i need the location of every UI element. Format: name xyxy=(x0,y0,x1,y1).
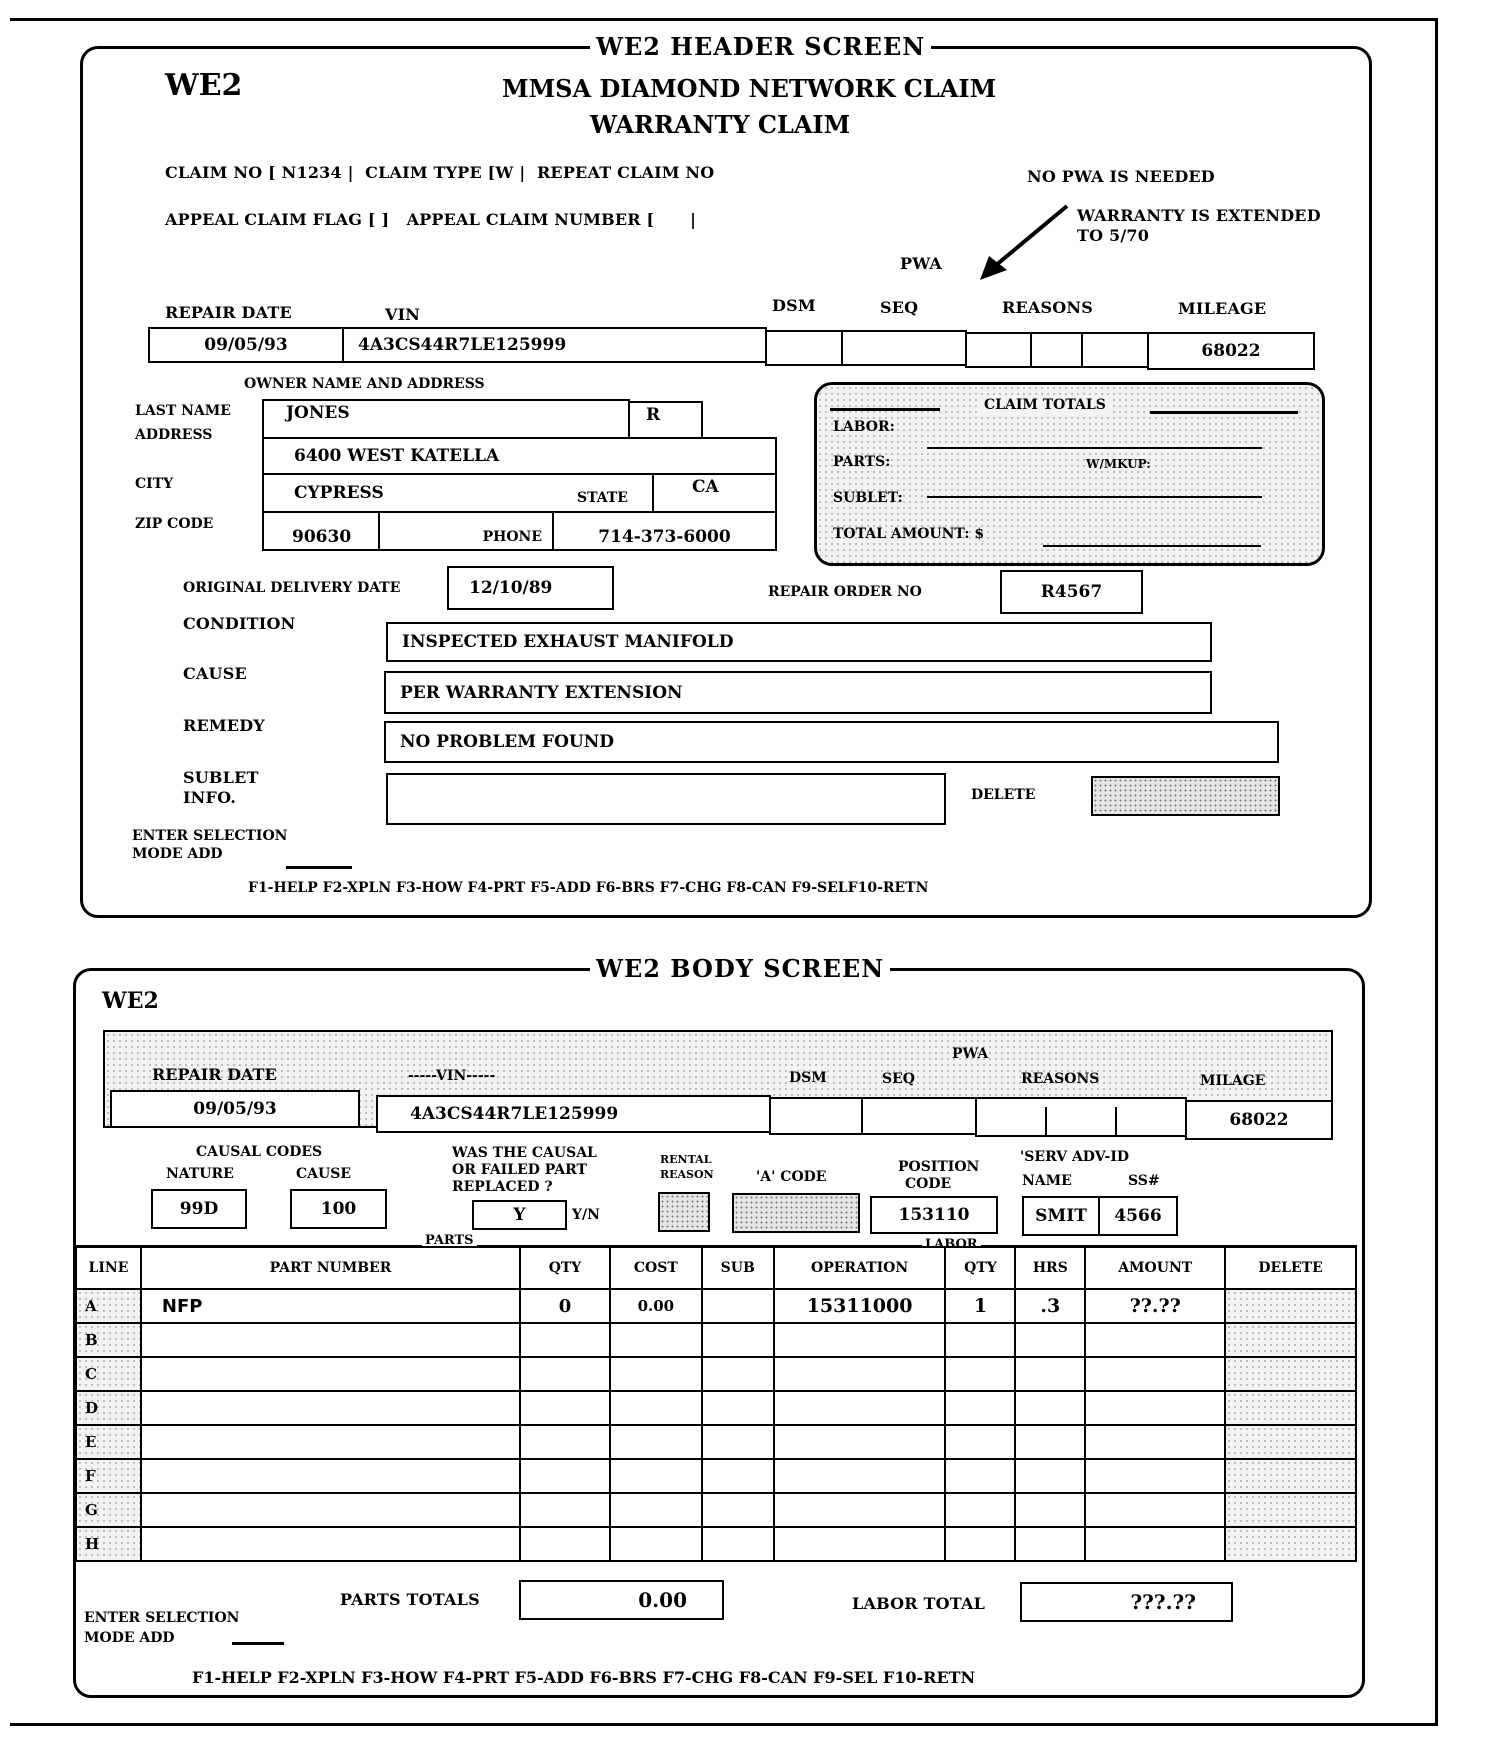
warranty-extended-annotation: WARRANTY IS EXTENDED xyxy=(1077,206,1321,225)
position-code-label-2: CODE xyxy=(905,1176,952,1192)
repair-date-field[interactable]: 09/05/93 xyxy=(148,327,344,363)
amount-cell[interactable]: ??.?? xyxy=(1085,1289,1225,1323)
labor-qty-cell[interactable] xyxy=(945,1425,1015,1459)
part-number-cell[interactable] xyxy=(141,1527,520,1561)
body-reasons-divider-1 xyxy=(1045,1107,1047,1137)
cause-field[interactable]: PER WARRANTY EXTENSION xyxy=(384,671,1212,714)
col-part-number: PART NUMBER xyxy=(141,1247,520,1289)
serv-name-label: NAME xyxy=(1022,1173,1072,1189)
cost-cell[interactable] xyxy=(610,1459,702,1493)
causal-codes-label: CAUSAL CODES xyxy=(196,1144,323,1160)
appeal-flag-label: APPEAL CLAIM FLAG [ xyxy=(165,210,376,229)
amount-cell[interactable] xyxy=(1085,1323,1225,1357)
part-number-cell[interactable]: NFP xyxy=(141,1289,520,1323)
city-value: CYPRESS xyxy=(294,483,384,503)
repair-order-label: REPAIR ORDER NO xyxy=(768,584,922,600)
reasons-field-3[interactable] xyxy=(1081,332,1149,368)
sub-cell[interactable] xyxy=(702,1391,774,1425)
operation-cell[interactable] xyxy=(774,1391,946,1425)
remedy-field[interactable]: NO PROBLEM FOUND xyxy=(384,721,1279,763)
yn-label: Y/N xyxy=(572,1207,600,1223)
mileage-label: MILEAGE xyxy=(1178,299,1267,318)
line-cell: G xyxy=(76,1493,141,1527)
address-value: 6400 WEST KATELLA xyxy=(294,446,500,466)
cost-cell[interactable] xyxy=(610,1493,702,1527)
sub-cell[interactable] xyxy=(702,1357,774,1391)
sub-cell[interactable] xyxy=(702,1459,774,1493)
cost-cell[interactable] xyxy=(610,1425,702,1459)
delete-label: DELETE xyxy=(971,787,1036,803)
part-number-cell[interactable] xyxy=(141,1357,520,1391)
table-row xyxy=(76,1425,1356,1459)
cost-cell[interactable]: 0.00 xyxy=(610,1289,702,1323)
table-header-row xyxy=(76,1247,1356,1289)
hrs-cell[interactable]: .3 xyxy=(1015,1289,1085,1323)
body-screen-legend: WE2 BODY SCREEN xyxy=(590,954,890,983)
total-amount-line[interactable] xyxy=(1043,545,1261,547)
parts-group-label: PARTS xyxy=(422,1233,477,1248)
labor-qty-cell[interactable] xyxy=(945,1357,1015,1391)
replaced-field[interactable]: Y xyxy=(472,1200,567,1230)
sub-cell[interactable] xyxy=(702,1493,774,1527)
body-screen-id: WE2 xyxy=(102,988,159,1014)
body-pwa-label: PWA xyxy=(952,1046,989,1062)
claim-type-field[interactable]: W xyxy=(495,163,514,182)
parts-qty-cell[interactable] xyxy=(520,1493,610,1527)
parts-qty-cell[interactable] xyxy=(520,1459,610,1493)
seq-field[interactable] xyxy=(841,330,967,366)
appeal-row: APPEAL CLAIM FLAG [ ] APPEAL CLAIM NUMBER [ | xyxy=(165,210,697,229)
initial-field[interactable] xyxy=(628,401,703,439)
header-title: MMSA DIAMOND NETWORK CLAIM xyxy=(502,74,997,103)
city-label: CITY xyxy=(135,476,174,492)
col-hrs: HRS xyxy=(1015,1247,1085,1289)
total-amount-label: TOTAL AMOUNT: $ xyxy=(833,526,985,542)
serv-adv-id-label: 'SERV ADV-ID xyxy=(1020,1149,1130,1165)
cost-cell[interactable] xyxy=(610,1323,702,1357)
serv-name-field[interactable]: SMIT xyxy=(1022,1196,1100,1236)
labor-qty-cell[interactable] xyxy=(945,1493,1015,1527)
zip-code-value: 90630 xyxy=(292,527,352,547)
sublet-info-label: SUBLET xyxy=(183,768,259,787)
operation-cell[interactable] xyxy=(774,1425,946,1459)
original-delivery-field[interactable]: 12/10/89 xyxy=(447,566,614,610)
cost-cell[interactable] xyxy=(610,1391,702,1425)
owner-section-label: OWNER NAME AND ADDRESS xyxy=(244,376,485,392)
table-row xyxy=(76,1289,1356,1323)
claim-totals-rule-right xyxy=(1150,411,1298,414)
body-seq-label: SEQ xyxy=(882,1071,915,1087)
nature-field[interactable]: 99D xyxy=(151,1189,247,1229)
table-row xyxy=(76,1459,1356,1493)
hrs-cell[interactable] xyxy=(1015,1391,1085,1425)
causal-cause-field[interactable]: 100 xyxy=(290,1189,387,1229)
cause-label: CAUSE xyxy=(183,664,247,683)
reasons-label: REASONS xyxy=(1002,298,1093,317)
body-dsm-label: DSM xyxy=(789,1070,827,1086)
header-screen-id: WE2 xyxy=(165,68,243,103)
body-vin-label: -----VIN----- xyxy=(408,1068,496,1084)
delete-cell[interactable] xyxy=(1225,1357,1356,1391)
condition-field[interactable]: INSPECTED EXHAUST MANIFOLD xyxy=(386,622,1212,662)
labor-qty-cell[interactable] xyxy=(945,1527,1015,1561)
header-function-keys: F1-HELP F2-XPLN F3-HOW F4-PRT F5-ADD F6-BRS F7-CHG F8-CAN F9-SELF10-RETN xyxy=(248,880,929,896)
table-row xyxy=(76,1323,1356,1357)
serv-ssn-field[interactable]: 4566 xyxy=(1098,1196,1178,1236)
parts-totals-value: 0.00 xyxy=(638,1588,687,1612)
hrs-cell[interactable] xyxy=(1015,1527,1085,1561)
body-selection-input[interactable] xyxy=(232,1642,284,1645)
body-repair-date-field[interactable]: 09/05/93 xyxy=(110,1090,360,1128)
phone-label: PHONE xyxy=(482,529,542,545)
body-mileage-label: MILAGE xyxy=(1200,1073,1266,1089)
line-items-table xyxy=(75,1246,1357,1562)
position-code-label: POSITION xyxy=(898,1159,980,1175)
col-operation: OPERATION xyxy=(774,1247,946,1289)
amount-cell[interactable] xyxy=(1085,1493,1225,1527)
body-mileage-field[interactable]: 68022 xyxy=(1185,1100,1333,1140)
replaced-question-line1: WAS THE CAUSAL xyxy=(452,1145,597,1161)
operation-cell[interactable] xyxy=(774,1493,946,1527)
hrs-cell[interactable] xyxy=(1015,1357,1085,1391)
arrow-icon xyxy=(975,200,1075,285)
line-cell: F xyxy=(76,1459,141,1493)
delete-cell[interactable] xyxy=(1225,1391,1356,1425)
delete-cell[interactable] xyxy=(1225,1323,1356,1357)
last-name-field[interactable] xyxy=(262,399,630,439)
hrs-cell[interactable] xyxy=(1015,1493,1085,1527)
dsm-label: DSM xyxy=(772,296,816,315)
line-cell: A xyxy=(76,1289,141,1323)
body-dsm-field[interactable] xyxy=(769,1097,863,1135)
labor-group-label: LABOR xyxy=(922,1237,981,1252)
header-screen-legend: WE2 HEADER SCREEN xyxy=(590,32,931,61)
parts-qty-cell[interactable] xyxy=(520,1425,610,1459)
repeat-claim-label: REPEAT CLAIM NO xyxy=(536,163,715,182)
labor-qty-cell[interactable] xyxy=(945,1391,1015,1425)
dsm-field[interactable] xyxy=(765,330,843,366)
sublet-info-label-2: INFO. xyxy=(183,788,237,807)
body-repair-date-label: REPAIR DATE xyxy=(152,1065,277,1084)
claim-no-field[interactable]: N1234 xyxy=(281,163,342,182)
table-row xyxy=(76,1357,1356,1391)
delete-cell[interactable] xyxy=(1225,1493,1356,1527)
repair-order-field[interactable]: R4567 xyxy=(1000,570,1143,614)
last-name-label: LAST NAME xyxy=(135,403,231,419)
rental-reason-label: RENTAL xyxy=(660,1153,712,1166)
claim-totals-rule-left xyxy=(830,408,940,411)
parts-qty-cell[interactable] xyxy=(520,1527,610,1561)
sublet-total-label: SUBLET: xyxy=(833,490,903,506)
line-cell: C xyxy=(76,1357,141,1391)
replaced-question-line2: OR FAILED PART xyxy=(452,1162,587,1178)
parts-totals-label: PARTS TOTALS xyxy=(340,1590,480,1609)
selection-input[interactable] xyxy=(286,866,352,869)
parts-qty-cell[interactable]: 0 xyxy=(520,1289,610,1323)
table-row xyxy=(76,1391,1356,1425)
a-code-field[interactable] xyxy=(732,1193,860,1233)
col-parts-qty: QTY xyxy=(520,1247,610,1289)
hrs-cell[interactable] xyxy=(1015,1425,1085,1459)
seq-label: SEQ xyxy=(880,298,919,317)
amount-cell[interactable] xyxy=(1085,1459,1225,1493)
part-number-cell[interactable] xyxy=(141,1493,520,1527)
vin-field[interactable]: 4A3CS44R7LE125999 xyxy=(342,327,767,363)
cost-cell[interactable] xyxy=(610,1527,702,1561)
body-enter-selection-label: ENTER SELECTION xyxy=(84,1610,240,1626)
parts-qty-cell[interactable] xyxy=(520,1391,610,1425)
delete-cell[interactable] xyxy=(1225,1289,1356,1323)
operation-cell[interactable] xyxy=(774,1323,946,1357)
labor-total-field xyxy=(1020,1582,1233,1622)
part-number-cell[interactable] xyxy=(141,1459,520,1493)
delete-cell[interactable] xyxy=(1225,1527,1356,1561)
warranty-extended-annotation-2: TO 5/70 xyxy=(1077,226,1150,245)
phone-value: 714-373-6000 xyxy=(598,527,731,547)
sub-cell[interactable] xyxy=(702,1425,774,1459)
body-function-keys: F1-HELP F2-XPLN F3-HOW F4-PRT F5-ADD F6-BRS F7-CHG F8-CAN F9-SEL F10-RETN xyxy=(192,1668,976,1687)
col-cost: COST xyxy=(610,1247,702,1289)
amount-cell[interactable] xyxy=(1085,1357,1225,1391)
mode-add-label: MODE ADD xyxy=(132,846,223,862)
appeal-number-label: APPEAL CLAIM NUMBER [ xyxy=(406,210,655,229)
rental-reason-label-2: REASON xyxy=(660,1168,714,1181)
col-line: LINE xyxy=(76,1247,141,1289)
parts-totals-field xyxy=(519,1580,724,1620)
claim-totals-title: CLAIM TOTALS xyxy=(980,397,1110,413)
col-amount: AMOUNT xyxy=(1085,1247,1225,1289)
sub-cell[interactable] xyxy=(702,1527,774,1561)
serv-ssn-label: SS# xyxy=(1128,1173,1160,1189)
phone-field[interactable] xyxy=(552,511,777,551)
delete-cell[interactable] xyxy=(1225,1425,1356,1459)
last-name-value: JONES xyxy=(286,403,350,423)
body-reasons-label: REASONS xyxy=(1021,1071,1100,1087)
labor-total-line[interactable] xyxy=(927,447,1262,449)
address-field[interactable] xyxy=(262,437,777,475)
markup-label: W/MKUP: xyxy=(1086,457,1151,471)
operation-cell[interactable] xyxy=(774,1459,946,1493)
causal-cause-label: CAUSE xyxy=(296,1166,351,1182)
vin-label: VIN xyxy=(385,305,421,324)
line-cell: D xyxy=(76,1391,141,1425)
nature-label: NATURE xyxy=(166,1166,234,1182)
a-code-label: 'A' CODE xyxy=(756,1169,827,1185)
reasons-field-2[interactable] xyxy=(1030,332,1083,368)
labor-qty-cell[interactable] xyxy=(945,1459,1015,1493)
position-code-field[interactable]: 153110 xyxy=(870,1196,998,1234)
col-delete: DELETE xyxy=(1225,1247,1356,1289)
sublet-info-field[interactable] xyxy=(386,773,946,825)
delete-field[interactable] xyxy=(1091,776,1280,816)
labor-total-value: ???.?? xyxy=(1130,1590,1196,1614)
line-cell: B xyxy=(76,1323,141,1357)
hrs-cell[interactable] xyxy=(1015,1459,1085,1493)
parts-qty-cell[interactable] xyxy=(520,1357,610,1391)
part-number-cell[interactable] xyxy=(141,1323,520,1357)
initial-value: R xyxy=(646,405,661,425)
sub-cell[interactable] xyxy=(702,1323,774,1357)
sublet-total-line[interactable] xyxy=(927,496,1262,498)
table-row xyxy=(76,1493,1356,1527)
labor-total-label: LABOR TOTAL xyxy=(852,1594,986,1613)
operation-cell[interactable] xyxy=(774,1357,946,1391)
table-row xyxy=(76,1527,1356,1561)
col-sub: SUB xyxy=(702,1247,774,1289)
rental-reason-field[interactable] xyxy=(658,1192,710,1232)
col-labor-qty: QTY xyxy=(945,1247,1015,1289)
part-number-cell[interactable] xyxy=(141,1391,520,1425)
operation-cell[interactable] xyxy=(774,1527,946,1561)
body-vin-field[interactable]: 4A3CS44R7LE125999 xyxy=(376,1095,771,1133)
labor-qty-cell[interactable]: 1 xyxy=(945,1289,1015,1323)
body-mode-add-label: MODE ADD xyxy=(84,1630,175,1646)
enter-selection-label: ENTER SELECTION xyxy=(132,828,288,844)
claim-type-label: CLAIM TYPE [ xyxy=(365,163,496,182)
replaced-question-line3: REPLACED ? xyxy=(452,1179,553,1195)
operation-cell[interactable]: 15311000 xyxy=(774,1289,946,1323)
labor-total-label: LABOR: xyxy=(833,419,895,435)
claim-no-row: CLAIM NO [ N1234 | CLAIM TYPE [W | REPEAT CLAIM NO xyxy=(165,163,715,182)
repair-date-label: REPAIR DATE xyxy=(165,303,292,322)
header-subtitle: WARRANTY CLAIM xyxy=(590,110,851,139)
zip-code-label: ZIP CODE xyxy=(135,516,214,532)
no-pwa-annotation: NO PWA IS NEEDED xyxy=(1027,167,1215,186)
hrs-cell[interactable] xyxy=(1015,1323,1085,1357)
part-number-cell[interactable] xyxy=(141,1425,520,1459)
pwa-label: PWA xyxy=(900,254,942,273)
body-seq-field[interactable] xyxy=(861,1097,977,1135)
amount-cell[interactable] xyxy=(1085,1425,1225,1459)
labor-qty-cell[interactable] xyxy=(945,1323,1015,1357)
state-field[interactable] xyxy=(652,473,777,513)
phone-label-cell xyxy=(378,511,554,551)
delete-cell[interactable] xyxy=(1225,1459,1356,1493)
reasons-field-1[interactable] xyxy=(965,332,1032,368)
remedy-label: REMEDY xyxy=(183,716,265,735)
sub-cell[interactable] xyxy=(702,1289,774,1323)
original-delivery-label: ORIGINAL DELIVERY DATE xyxy=(183,580,401,596)
amount-cell[interactable] xyxy=(1085,1527,1225,1561)
cost-cell[interactable] xyxy=(610,1357,702,1391)
amount-cell[interactable] xyxy=(1085,1391,1225,1425)
mileage-field[interactable]: 68022 xyxy=(1147,332,1315,370)
parts-qty-cell[interactable] xyxy=(520,1323,610,1357)
state-value: CA xyxy=(692,477,719,497)
address-label: ADDRESS xyxy=(135,427,213,443)
parts-total-label: PARTS: xyxy=(833,454,891,470)
claim-no-label: CLAIM NO [ xyxy=(165,163,276,182)
state-label: STATE xyxy=(577,490,628,506)
condition-label: CONDITION xyxy=(183,614,296,633)
line-cell: H xyxy=(76,1527,141,1561)
body-reasons-divider-2 xyxy=(1115,1107,1117,1137)
line-cell: E xyxy=(76,1425,141,1459)
body-reasons-field[interactable] xyxy=(975,1097,1187,1137)
zip-code-field[interactable] xyxy=(262,511,380,551)
